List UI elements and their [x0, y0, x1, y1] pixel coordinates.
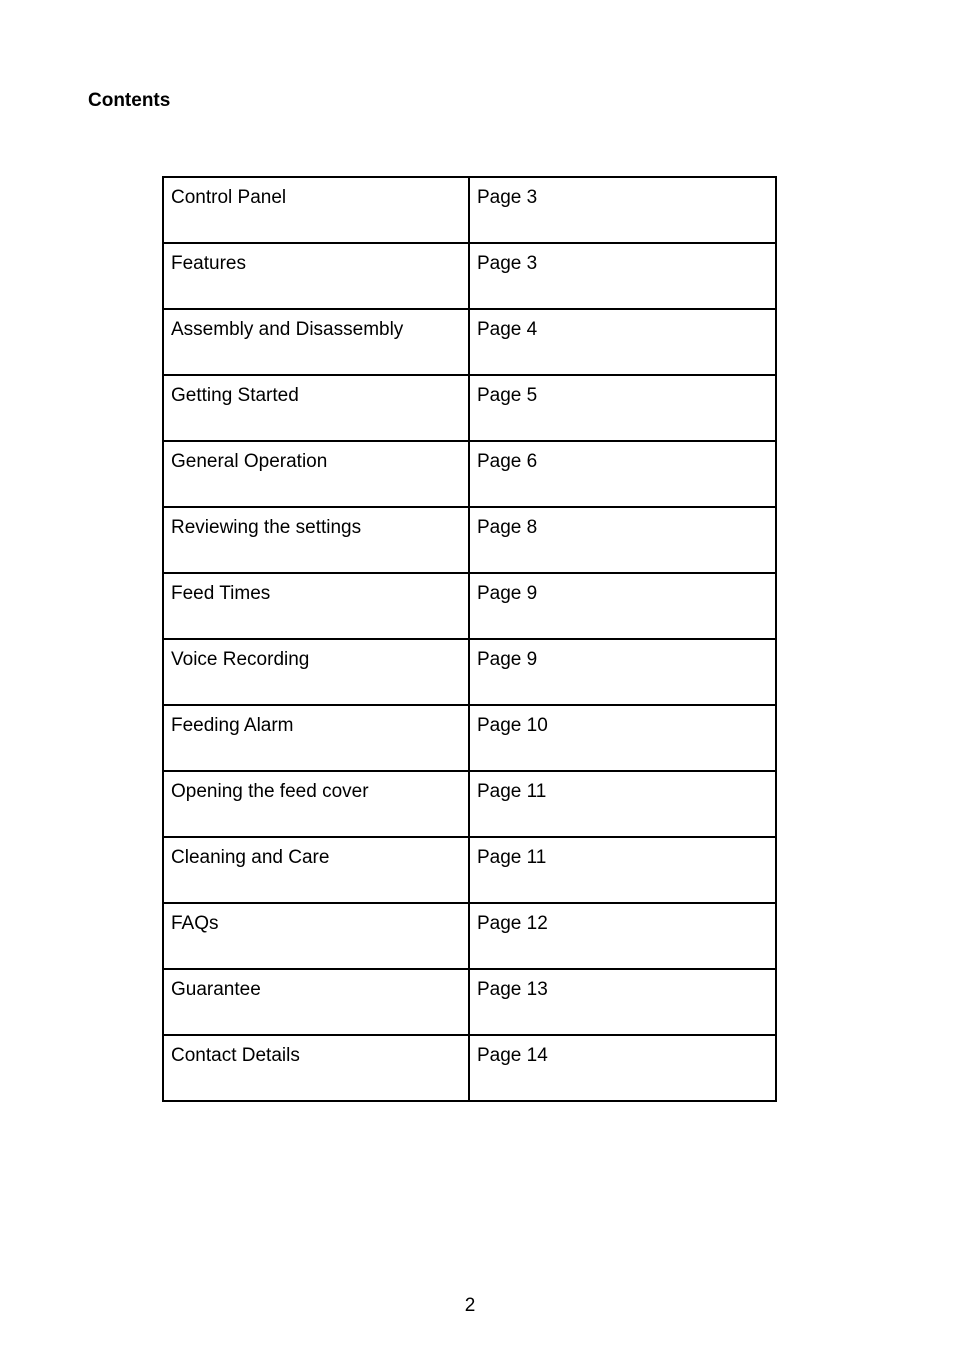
table-row: [163, 507, 776, 573]
section-title-cell: Contact Details: [163, 1035, 469, 1101]
page-reference-cell: Page 13: [469, 969, 776, 1035]
table-row: [163, 1035, 776, 1101]
page-title: Contents: [88, 90, 171, 111]
table-row: [163, 441, 776, 507]
section-title-cell: General Operation: [163, 441, 469, 507]
contents-table-body: [163, 177, 776, 1101]
page-reference-cell: Page 9: [469, 639, 776, 705]
section-title-cell: Getting Started: [163, 375, 469, 441]
table-row: [163, 837, 776, 903]
section-title-cell: Assembly and Disassembly: [163, 309, 469, 375]
page-reference-cell: Page 9: [469, 573, 776, 639]
page-reference-cell: Page 11: [469, 771, 776, 837]
page-reference-cell: Page 10: [469, 705, 776, 771]
page-reference-cell: Page 4: [469, 309, 776, 375]
section-title-cell: Feed Times: [163, 573, 469, 639]
section-title-cell: FAQs: [163, 903, 469, 969]
table-row: [163, 375, 776, 441]
table-row: [163, 705, 776, 771]
table-row: [163, 243, 776, 309]
section-title-cell: Voice Recording: [163, 639, 469, 705]
page-reference-cell: Page 12: [469, 903, 776, 969]
table-row: [163, 573, 776, 639]
section-title-cell: Control Panel: [163, 177, 469, 243]
page-reference-cell: Page 8: [469, 507, 776, 573]
page-reference-cell: Page 11: [469, 837, 776, 903]
page-reference-cell: Page 14: [469, 1035, 776, 1101]
page-reference-cell: Page 5: [469, 375, 776, 441]
section-title-cell: Feeding Alarm: [163, 705, 469, 771]
section-title-cell: Features: [163, 243, 469, 309]
table-row: [163, 771, 776, 837]
section-title-cell: Opening the feed cover: [163, 771, 469, 837]
table-row: [163, 903, 776, 969]
section-title-cell: Cleaning and Care: [163, 837, 469, 903]
page-reference-cell: Page 3: [469, 243, 776, 309]
table-row: [163, 639, 776, 705]
section-title-cell: Guarantee: [163, 969, 469, 1035]
table-row: [163, 309, 776, 375]
table-row: [163, 177, 776, 243]
page-reference-cell: Page 3: [469, 177, 776, 243]
contents-table: [162, 176, 777, 1102]
table-row: [163, 969, 776, 1035]
section-title-cell: Reviewing the settings: [163, 507, 469, 573]
page-reference-cell: Page 6: [469, 441, 776, 507]
page-number: 2: [464, 1295, 476, 1316]
